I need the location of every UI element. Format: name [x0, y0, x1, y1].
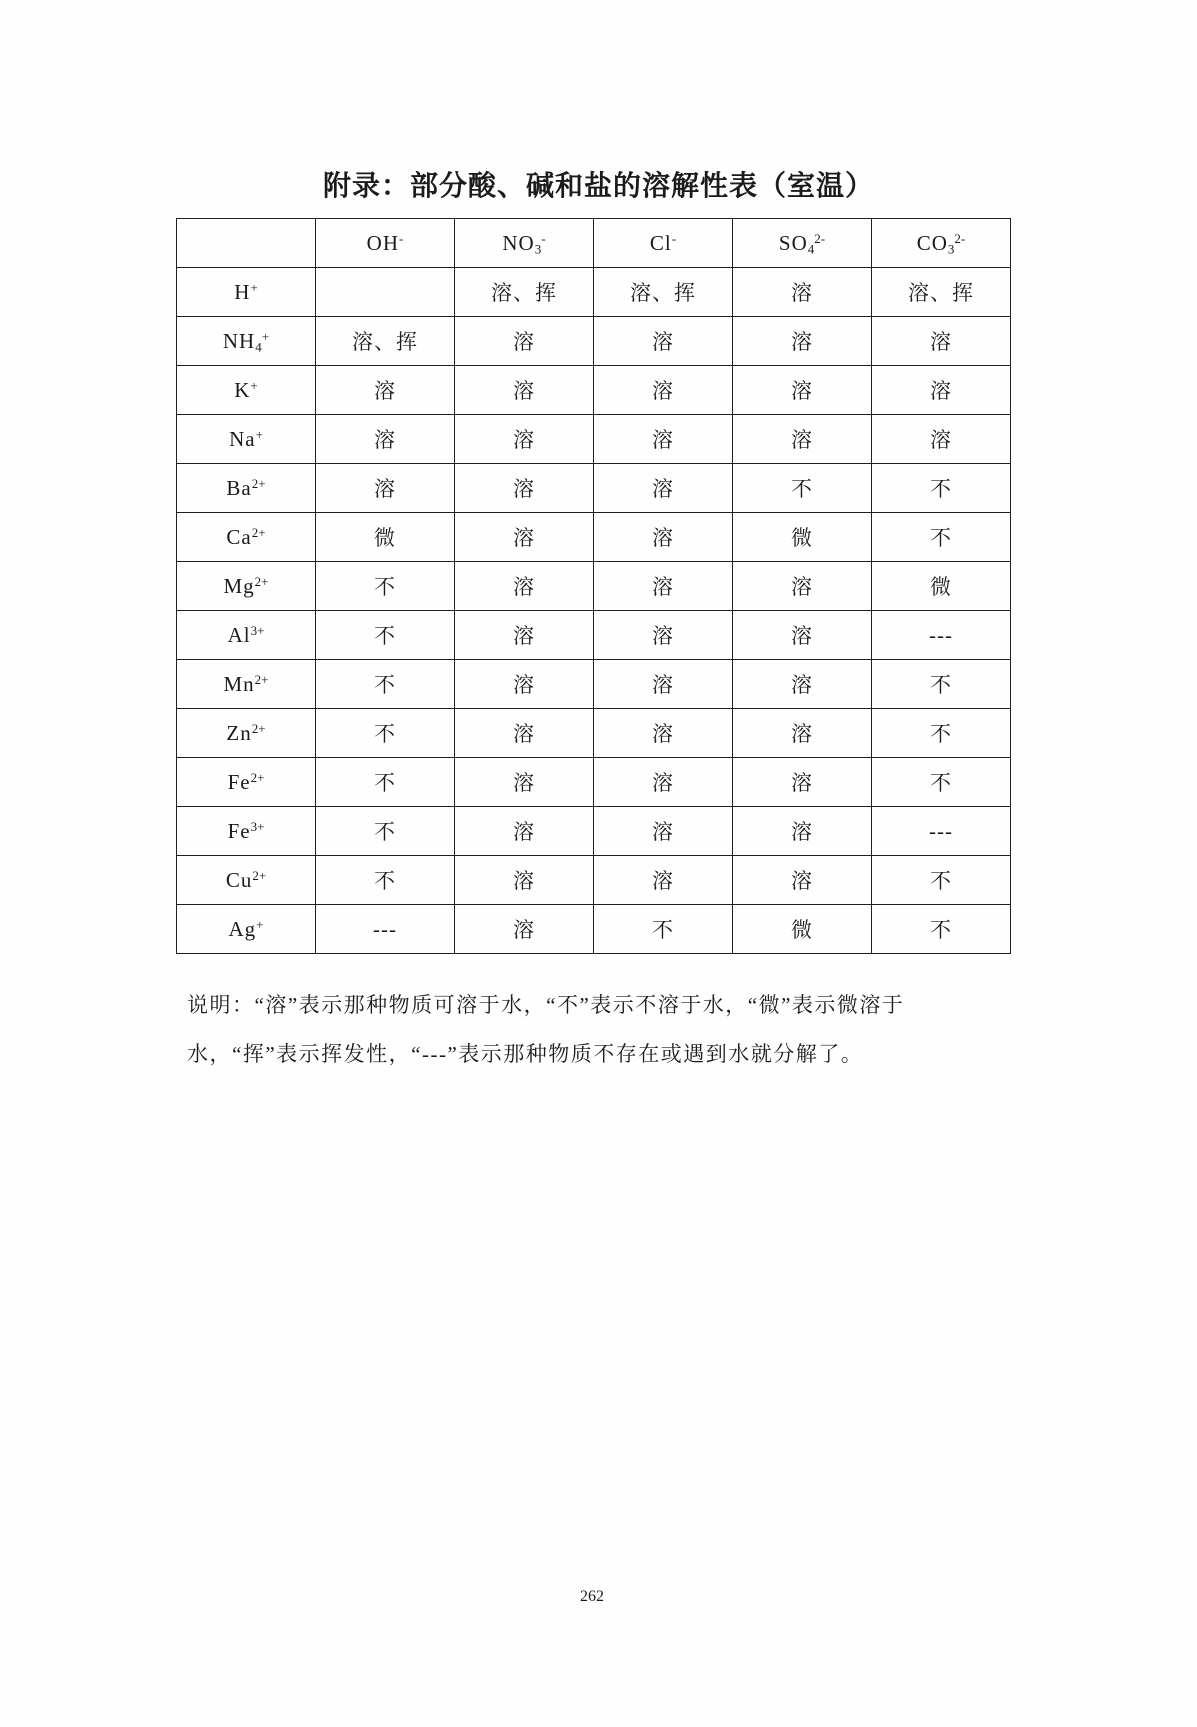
ion-subscript: 3 [947, 240, 955, 256]
cation-header-al-3 [177, 611, 316, 660]
solubility-cell: 不 [872, 464, 1011, 513]
ion-charge: - [671, 230, 677, 246]
ion-charge: 2+ [252, 867, 267, 883]
solubility-cell: 溶、挥 [455, 268, 594, 317]
table-body [177, 268, 1011, 954]
solubility-cell: 溶 [455, 562, 594, 611]
page-title: 附录：部分酸、碱和盐的溶解性表（室温） [322, 171, 874, 202]
ion-symbol: Mg [223, 573, 255, 598]
solubility-cell: 溶 [594, 758, 733, 807]
solubility-cell: 不 [733, 464, 872, 513]
solubility-cell: 溶 [455, 366, 594, 415]
ion-charge: 2+ [251, 720, 266, 736]
solubility-cell: 不 [316, 660, 455, 709]
solubility-cell: 溶 [594, 856, 733, 905]
ion-charge: 2+ [254, 573, 269, 589]
solubility-cell: 溶 [872, 415, 1011, 464]
cation-header-ba-2 [177, 464, 316, 513]
ion-symbol: Ba [226, 475, 252, 500]
ion-symbol: Ag [228, 916, 257, 941]
solubility-cell: --- [872, 611, 1011, 660]
solubility-cell: 溶 [733, 268, 872, 317]
solubility-cell: 溶 [733, 709, 872, 758]
table-row [177, 366, 1011, 415]
solubility-cell: 溶 [733, 611, 872, 660]
table-corner-cell [177, 219, 316, 268]
solubility-cell: --- [872, 807, 1011, 856]
anion-header-no3 [455, 219, 594, 268]
solubility-cell: 不 [872, 513, 1011, 562]
solubility-cell: 不 [316, 758, 455, 807]
solubility-cell: 溶 [872, 317, 1011, 366]
solubility-cell: 溶 [733, 317, 872, 366]
table-row [177, 464, 1011, 513]
solubility-cell: 溶 [455, 415, 594, 464]
solubility-cell: 微 [872, 562, 1011, 611]
ion-charge: + [256, 916, 264, 932]
ion-symbol: OH [366, 230, 399, 255]
ion-charge: 2+ [250, 769, 265, 785]
solubility-cell: 微 [733, 513, 872, 562]
ion-symbol: Cu [225, 867, 253, 892]
table-row [177, 513, 1011, 562]
solubility-cell: 溶 [455, 513, 594, 562]
page-number: 262 [580, 1588, 604, 1605]
solubility-cell: 溶 [316, 415, 455, 464]
solubility-cell: 溶 [455, 709, 594, 758]
solubility-cell: 溶、挥 [594, 268, 733, 317]
table-row [177, 905, 1011, 954]
solubility-cell: 不 [316, 856, 455, 905]
solubility-cell: 溶 [455, 807, 594, 856]
solubility-cell: 不 [316, 807, 455, 856]
solubility-cell: 不 [316, 562, 455, 611]
explanation-line: 说明：“溶”表示那种物质可溶于水，“不”表示不溶于水，“微”表示微溶于 [187, 993, 905, 1017]
ion-charge: + [250, 279, 258, 295]
solubility-cell: 溶 [316, 464, 455, 513]
table-row [177, 709, 1011, 758]
cation-header-zn-2 [177, 709, 316, 758]
ion-charge: 3+ [250, 622, 265, 638]
solubility-cell: 溶 [594, 366, 733, 415]
solubility-cell: --- [316, 905, 455, 954]
cation-header-mn-2 [177, 660, 316, 709]
solubility-cell: 溶 [733, 415, 872, 464]
ion-symbol: H [234, 279, 251, 304]
cation-header-mg-2 [177, 562, 316, 611]
table-row [177, 758, 1011, 807]
cation-header-fe-2 [177, 758, 316, 807]
table-row [177, 660, 1011, 709]
table-row [177, 268, 1011, 317]
anion-header-co3 [872, 219, 1011, 268]
ion-charge: 2+ [254, 671, 269, 687]
solubility-cell: 溶 [594, 415, 733, 464]
solubility-cell: 溶 [594, 709, 733, 758]
table-header-row [177, 219, 1011, 268]
solubility-cell: 溶 [872, 366, 1011, 415]
ion-symbol: Ca [226, 524, 252, 549]
ion-symbol: NH [222, 328, 256, 353]
solubility-cell: 微 [316, 513, 455, 562]
anion-header-oh [316, 219, 455, 268]
solubility-cell: 溶 [594, 317, 733, 366]
cation-header-nh4 [177, 317, 316, 366]
solubility-cell: 不 [872, 856, 1011, 905]
cation-header-k [177, 366, 316, 415]
ion-symbol: Fe [227, 818, 251, 843]
solubility-cell: 溶 [733, 366, 872, 415]
cation-header-na [177, 415, 316, 464]
anion-header-cl [594, 219, 733, 268]
solubility-cell: 不 [872, 660, 1011, 709]
ion-symbol: Fe [227, 769, 251, 794]
cation-header-ca-2 [177, 513, 316, 562]
solubility-cell: 不 [872, 709, 1011, 758]
ion-symbol: K [234, 377, 251, 402]
cation-header-cu-2 [177, 856, 316, 905]
table-row [177, 611, 1011, 660]
solubility-cell: 溶 [733, 758, 872, 807]
solubility-cell: 溶、挥 [872, 268, 1011, 317]
solubility-cell: 不 [594, 905, 733, 954]
solubility-cell: 不 [316, 611, 455, 660]
ion-charge: - [541, 230, 546, 246]
solubility-cell: 不 [872, 905, 1011, 954]
ion-charge: 3+ [250, 818, 265, 834]
ion-subscript: 4 [807, 240, 815, 256]
solubility-cell: 溶 [455, 611, 594, 660]
ion-charge: 2- [954, 230, 966, 246]
solubility-cell [316, 268, 455, 317]
ion-charge: 2+ [251, 475, 266, 491]
ion-symbol: CO [916, 230, 948, 255]
ion-symbol: Cl [649, 230, 672, 255]
cation-header-h [177, 268, 316, 317]
solubility-cell: 溶 [594, 513, 733, 562]
table-row [177, 562, 1011, 611]
ion-charge: + [255, 426, 263, 442]
solubility-cell: 不 [872, 758, 1011, 807]
ion-symbol: Zn [226, 720, 252, 745]
ion-symbol: Na [229, 426, 256, 451]
ion-charge: 2+ [251, 524, 266, 540]
ion-charge: + [261, 328, 270, 344]
solubility-cell: 溶 [594, 660, 733, 709]
solubility-cell: 溶 [733, 856, 872, 905]
table-row [177, 317, 1011, 366]
solubility-cell: 溶、挥 [316, 317, 455, 366]
table-row [177, 415, 1011, 464]
solubility-cell: 溶 [594, 611, 733, 660]
solubility-cell: 溶 [594, 464, 733, 513]
solubility-cell: 溶 [455, 317, 594, 366]
cation-header-fe-3 [177, 807, 316, 856]
solubility-table [176, 218, 1011, 954]
solubility-cell: 溶 [733, 807, 872, 856]
solubility-cell: 溶 [455, 464, 594, 513]
solubility-cell: 溶 [733, 562, 872, 611]
ion-charge: + [250, 377, 258, 393]
solubility-cell: 溶 [316, 366, 455, 415]
ion-symbol: Mn [223, 671, 255, 696]
solubility-cell: 溶 [594, 807, 733, 856]
ion-symbol: Al [227, 622, 251, 647]
cation-header-ag [177, 905, 316, 954]
solubility-cell: 溶 [455, 758, 594, 807]
ion-symbol: SO [778, 230, 808, 255]
ion-subscript: 4 [255, 338, 262, 354]
solubility-cell: 溶 [455, 856, 594, 905]
table-row [177, 807, 1011, 856]
solubility-cell: 溶 [733, 660, 872, 709]
solubility-cell: 溶 [455, 905, 594, 954]
explanation-line: 水，“挥”表示挥发性，“---”表示那种物质不存在或遇到水就分解了。 [187, 1042, 864, 1066]
explanation-note [187, 981, 904, 1079]
ion-charge: - [399, 230, 404, 246]
ion-charge: 2- [814, 230, 826, 246]
solubility-cell: 微 [733, 905, 872, 954]
anion-header-so4 [733, 219, 872, 268]
table-header [177, 219, 1011, 268]
table-row [177, 856, 1011, 905]
solubility-cell: 不 [316, 709, 455, 758]
ion-symbol: NO [502, 230, 535, 255]
solubility-cell: 溶 [455, 660, 594, 709]
ion-subscript: 3 [534, 240, 542, 256]
solubility-cell: 溶 [594, 562, 733, 611]
